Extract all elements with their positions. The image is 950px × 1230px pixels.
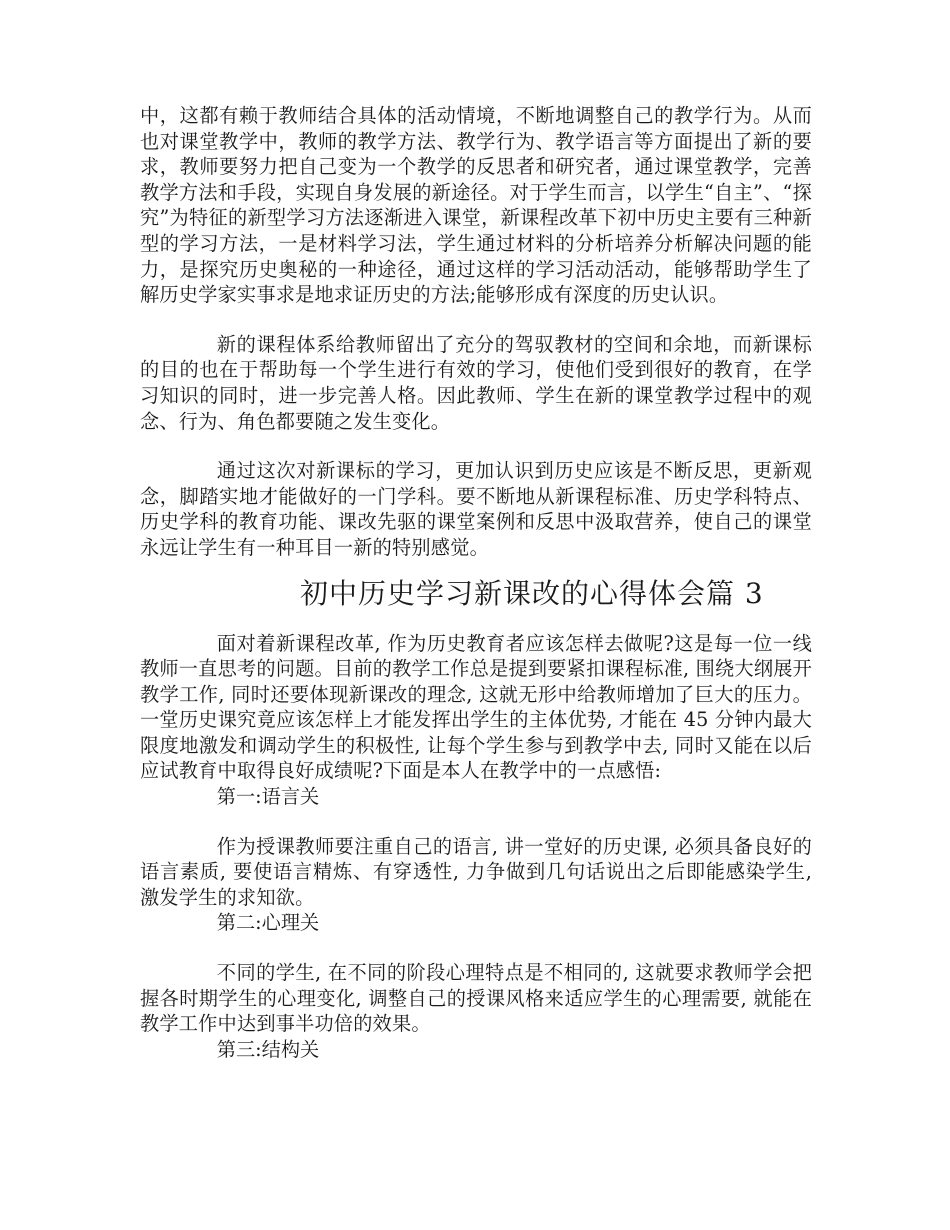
- paragraph-continued: 中，这都有赖于教师结合具体的活动情境，不断地调整自己的教学行为。从而也对课堂教学中，教师的教学方法、教学行为、教学语言等方面提出了新的要求，教师要努力把自己变为一个教学的反思者和研究者，通过课堂教学，完善教学方法和手段，实现自身发展的新途径。对于学生而言，以学生“自主”、“探究”为特征的新型学习方法逐渐进入课堂，新课程改革下初中历史主要有三种新型的学习方法，一是材料学习法，学生通过材料的分析培养分析解决问题的能力，是探究历史奥秘的一种途径，通过这样的学习活动活动，能够帮助学生了解历史学家实事求是地求证历史的方法;能够形成有深度的历史认识。: [140, 104, 812, 307]
- paragraph-language: 作为授课教师要注重自己的语言, 讲一堂好的历史课, 必须具备良好的语言素质, 要使语言精炼、有穿透性, 力争做到几句话说出之后即能感染学生, 激发学生的求知欲。: [140, 834, 812, 909]
- paragraph-reflection: 通过这次对新课标的学习，更加认识到历史应该是不断反思，更新观念，脚踏实地才能做好的一门学科。要不断地从新课程标准、历史学科特点、历史学科的教育功能、课改先驱的课堂案例和反思中汲取营养，使自己的课堂永远让学生有一种耳目一新的特别感觉。: [140, 459, 812, 559]
- paragraph-intro: 面对着新课程改革, 作为历史教育者应该怎样去做呢?这是每一位一线教师一直思考的问题。目前的教学工作总是提到要紧扣课程标准, 围绕大纲展开教学工作, 同时还要体现新课改的理念, 这就无形中给教师增加了巨大的压力。一堂历史课究竟应该怎样上才能发挥出学生的主体优势, 才能在 45 分钟内最大限度地激发和调动学生的积极性, 让每个学生参与到教学中去, 同时又能在以后应试教育中取得良好成绩呢?下面是本人在教学中的一点感悟:: [140, 631, 812, 783]
- item-title-structure: 第三:结构关: [216, 1037, 320, 1061]
- item-title-language: 第一:语言关: [216, 785, 320, 809]
- section-heading: 初中历史学习新课改的心得体会篇 3: [300, 576, 764, 610]
- paragraph-psychology: 不同的学生, 在不同的阶段心理特点是不相同的, 这就要求教师学会把握各时期学生的心理变化, 调整自己的授课风格来适应学生的心理需要, 就能在教学工作中达到事半功倍的效果。: [140, 961, 812, 1036]
- document-page: [140, 103, 812, 1062]
- paragraph-curriculum-system: 新的课程体系给教师留出了充分的驾驭教材的空间和余地，而新课标的目的也在于帮助每一个学生进行有效的学习，使他们受到很好的教育，在学习知识的同时，进一步完善人格。因此教师、学生在新的课堂教学过程中的观念、行为、角色都要随之发生变化。: [140, 332, 812, 433]
- item-title-psychology: 第二:心理关: [216, 911, 320, 935]
